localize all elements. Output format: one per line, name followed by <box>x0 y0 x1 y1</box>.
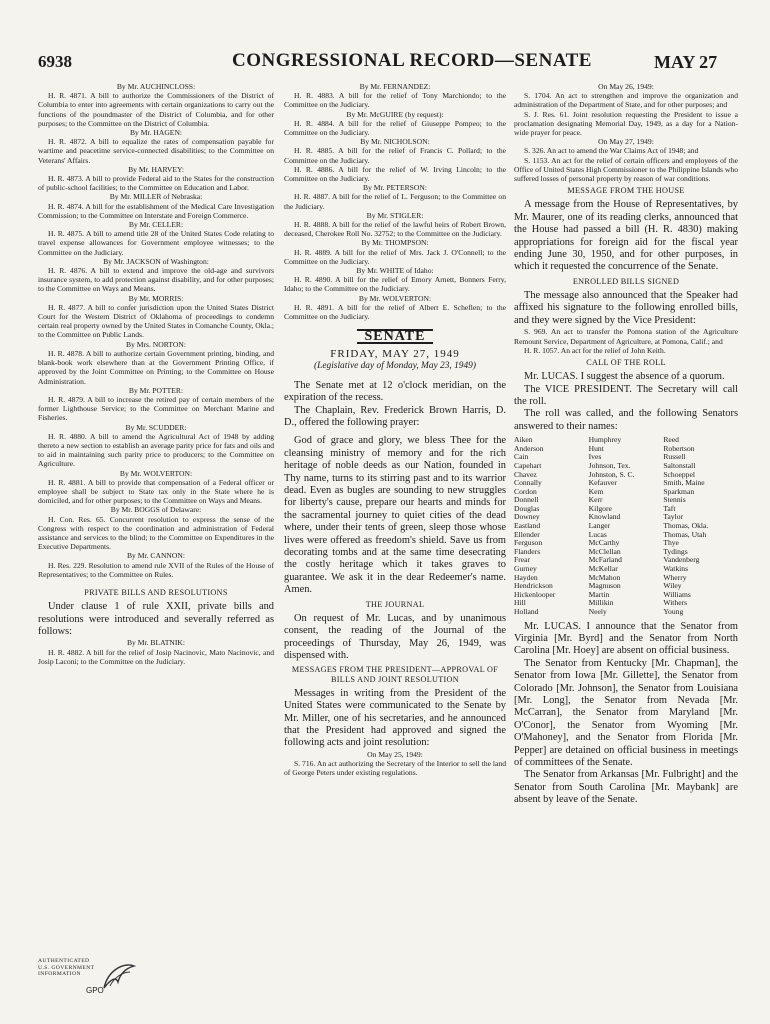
senator-name: Stennis <box>663 495 686 505</box>
proceedings-paragraph: The message also announced that the Speaker had affixed his signature to the following enrolled bills, and they were signed by the Vice President: <box>514 290 738 326</box>
page-header <box>0 0 770 80</box>
bill-paragraph: S. 1153. An act for the relief of certain officers and employees of the Office of United States High Commissioner to the Philippine Islands who suffered losses of personal property by reason of war conditions. <box>514 155 738 184</box>
senator-name: Kem <box>588 486 604 496</box>
senator-name: Williams <box>663 589 691 599</box>
sponsor-line: By Mr. WOLVERTON: <box>119 468 193 478</box>
senator-name: Frear <box>514 555 531 565</box>
senator-name: Taft <box>663 503 676 513</box>
proceedings-paragraph: The Senate met at 12 o'clock meridian, on the expiration of the recess. <box>284 379 506 404</box>
senator-name: McKellar <box>588 564 618 574</box>
bill-paragraph: H. R. 4876. A bill to extend and improve the old-age and survivors insurance system, to add protection against disability, and for other purposes; to the Committee on Ways and Means. <box>38 266 274 294</box>
senator-name: Magnuson <box>588 581 621 591</box>
senator-name: Saltonstall <box>663 460 696 470</box>
bill-paragraph: S. 1704. An act to strengthen and improve the organization and administration of the Department of State, and for other purposes; and <box>514 91 738 110</box>
senator-name: Johnston, S. C. <box>588 469 635 479</box>
sponsor-line: By Mr. HAGEN: <box>129 128 183 138</box>
gpo-authenticated-logo <box>38 958 148 1018</box>
section-heading: THE JOURNAL <box>365 599 425 609</box>
sponsor-line: By Mr. STIGLER: <box>366 210 424 220</box>
proceedings-paragraph: The roll was called, and the following Senators answered to their names: <box>514 408 738 432</box>
bill-paragraph: H. R. 4879. A bill to increase the retired pay of certain members of the former Lighthouse Service; to the Committee on Merchant Marine and Fisheries. <box>38 394 274 423</box>
sponsor-line: On May 26, 1949: <box>598 82 654 91</box>
session-dateline: FRIDAY, MAY 27, 1949 <box>330 348 460 361</box>
senator-name: Knowland <box>588 512 621 522</box>
senator-name: Cordon <box>514 486 537 496</box>
bill-paragraph: H. R. 4882. A bill for the relief of Josip Nacinovic, Mato Nacinovic, and Josip Laconi; to the Committee on the Judiciary. <box>38 647 274 666</box>
bill-paragraph: H. R. 4877. A bill to confer jurisdiction upon the United States District Court for the Western District of Oklahoma of proceedings to condemn certain real property owned by the United States in Comanche County, Okla.; to the Committee on Public Lands. <box>38 302 274 340</box>
sponsor-line: By Mr. THOMPSON: <box>361 238 429 248</box>
senator-name: Donnell <box>514 495 539 505</box>
senator-name: Langer <box>588 521 611 531</box>
bill-paragraph: H. R. 4874. A bill for the establishment of the Medical Care Investigation Commission; to the Committee on Interstate and Foreign Commerce. <box>38 201 274 220</box>
section-heading: PRIVATE BILLS AND RESOLUTIONS <box>84 587 228 597</box>
proceedings-paragraph: Mr. LUCAS. I announce that the Senator from Virginia [Mr. Byrd] and the Senator from North Carolina [Mr. Hoey] are absent on official business. <box>514 620 738 657</box>
bill-paragraph: H. R. 4885. A bill for the relief of Francis C. Pollard; to the Committee on the Judiciary. <box>284 146 506 165</box>
senator-name: Millikin <box>588 598 614 608</box>
bill-paragraph: S. 969. An act to transfer the Pomona station of the Agriculture Remount Service, Department of Agriculture, at Pomona, Calif.; and <box>514 327 738 346</box>
sponsor-line: By Mr. CELLER: <box>128 220 184 230</box>
sponsor-line: By Mr. McGUIRE (by request): <box>346 109 444 119</box>
gpo-mark: GPO <box>86 986 104 995</box>
senator-name: Withers <box>663 598 688 608</box>
gpo-logo-line: INFORMATION <box>38 971 81 978</box>
proceedings-paragraph: A message from the House of Representatives, by Mr. Maurer, one of its reading clerks, announced that the House had passed a bill (H. R. 4830) making appropriations for foreign aid for the fiscal year ending June 30, 1950, and for other purposes, in which it requested the concurrence of the Senate. <box>514 199 738 273</box>
sponsor-line: By Mr. BOGGS of Delaware: <box>110 505 202 515</box>
sponsor-line: By Mr. WHITE of Idaho: <box>356 266 434 276</box>
bill-paragraph: H. R. 4884. A bill for the relief of Giuseppe Pompeo; to the Committee on the Judiciary. <box>284 118 506 138</box>
bill-paragraph: H. R. 4887. A bill for the relief of L. Ferguson; to the Committee on the Judiciary. <box>284 192 506 211</box>
senator-name: Humphrey <box>588 435 622 445</box>
senator-name: McFarland <box>588 555 622 565</box>
sponsor-line: By Mr. BLATNIK: <box>126 638 185 648</box>
bill-paragraph: H. R. 4883. A bill for the relief of Tony Marchiondo; to the Committee on the Judiciary. <box>284 91 506 110</box>
senator-name: Holland <box>514 607 539 617</box>
proceedings-paragraph: The Senator from Kentucky [Mr. Chapman], the Senator from Iowa [Mr. Gillette], the Senator from Colorado [Mr. Johnson], the Senator from Louisiana [Mr. Long], the Senator from Nevada [Mr. McCarran], the Senator from Maryland [Mr. O'Conor], the Senator from Wyoming [Mr. O'Mahoney], and the Senator from Florida [Mr. Pepper] are detained on official business in meetings of committees of the Senate. <box>514 657 738 769</box>
senator-name: Anderson <box>514 443 544 453</box>
sponsor-line: On May 27, 1949: <box>598 137 654 147</box>
senator-name: Capehart <box>514 460 542 470</box>
sponsor-line: On May 25, 1949: <box>367 749 423 759</box>
senator-name: Connally <box>514 478 542 488</box>
sponsor-line: By Mr. AUCHINCLOSS: <box>116 82 196 91</box>
senator-name: Hendrickson <box>514 581 553 591</box>
proceedings-paragraph: Mr. LUCAS. I suggest the absence of a quorum. <box>524 371 725 383</box>
page-title: CONGRESSIONAL RECORD—SENATE <box>232 50 592 71</box>
page-date: MAY 27 <box>654 52 718 72</box>
proceedings-paragraph: The Senator from Arkansas [Mr. Fulbright] and the Senator from South Carolina [Mr. Maybank] are absent by leave of the Senate. <box>514 769 738 806</box>
senator-name: Tydings <box>663 546 688 556</box>
senate-heading: SENATE <box>357 329 433 344</box>
bill-paragraph: H. R. 4880. A bill to amend the Agricultural Act of 1948 by adding thereto a new section to establish an average parity price for fats and oils and to aid in maintaining such parity price to producers; to the Committee on Agriculture. <box>38 431 274 469</box>
bill-paragraph: H. R. 4891. A bill for the relief of Albert E. Scheflen; to the Committee on the Judiciary. <box>284 302 506 322</box>
senator-name: Kilgore <box>588 503 612 513</box>
sponsor-line: By Mr. HARVEY: <box>128 164 184 174</box>
proceedings-paragraph: The Chaplain, Rev. Frederick Brown Harris, D. D., offered the following prayer: <box>284 404 506 428</box>
senator-name: Watkins <box>663 564 689 574</box>
bill-paragraph: H. R. 4878. A bill to authorize certain Government printing, binding, and blank-book work elsewhere than at the Government Printing Office, if approved by the Joint Committee on Printing; to the Committee on House Administration. <box>38 348 274 386</box>
proceedings-paragraph: Under clause 1 of rule XXII, private bills and resolutions were introduced and severally referred as follows: <box>38 601 274 637</box>
bill-paragraph: H. R. 4871. A bill to authorize the Commissioners of the District of Columbia to enter into agreements with certain organizations to carry out the functions of the poundmaster of the District of Columbia, and for other purposes; to the Committee on the District of Columbia. <box>38 91 274 128</box>
senator-name: Ellender <box>514 529 540 539</box>
senator-name: Schoeppel <box>663 469 695 479</box>
sponsor-line: By Mr. POTTER: <box>128 385 184 395</box>
senator-name: Wherry <box>663 572 687 582</box>
proceedings-paragraph: Messages in writing from the President of the United States were communicated to the Senate by Mr. Miller, one of his secretaries, and he announced that the President had approved and signed the following acts and joint resolution: <box>284 687 506 749</box>
senator-name: Johnson, Tex. <box>588 460 631 470</box>
legislative-day: (Legislative day of Monday, May 23, 1949) <box>314 360 476 371</box>
column-right-bottom <box>514 621 738 807</box>
bill-paragraph: H. R. 4875. A bill to amend title 28 of the United States Code relating to travel expense allowances for Government employee witnesses; to the Committee on the Judiciary. <box>38 229 274 257</box>
eagle-icon <box>98 958 138 998</box>
gpo-logo-line: U.S. GOVERNMENT <box>38 964 95 971</box>
senator-name: Kefauver <box>588 478 617 488</box>
sponsor-line: By Mr. FERNANDEZ: <box>359 82 431 91</box>
bill-paragraph: S. 326. An act to amend the War Claims Act of 1948; and <box>524 146 699 156</box>
section-heading: MESSAGES FROM THE PRESIDENT—APPROVAL OF BILLS AND JOINT RESOLUTION <box>291 665 499 684</box>
senator-name: Gurney <box>514 564 537 574</box>
section-heading: ENROLLED BILLS SIGNED <box>572 276 680 286</box>
sponsor-line: By Mr. SCUDDER: <box>125 422 187 432</box>
column-right <box>514 82 738 807</box>
bill-paragraph: H. R. 4888. A bill for the relief of the lawful heirs of Robert Brown, deceased, Cherokee Roll No. 32752; to the Committee on the Judiciary. <box>284 220 506 239</box>
sponsor-line: By Mr. CANNON: <box>126 551 185 561</box>
senator-name: Hill <box>514 598 526 608</box>
senator-name: Cain <box>514 452 529 462</box>
senator-name: Sparkman <box>663 486 695 496</box>
senator-name: Chavez <box>514 469 537 479</box>
senator-name: McClellan <box>588 546 621 556</box>
senator-name: Thomas, Okla. <box>663 521 709 531</box>
proceedings-paragraph: The VICE PRESIDENT. The Secretary will call the roll. <box>514 383 738 407</box>
bill-paragraph: H. R. 4873. A bill to provide Federal aid to the States for the construction of public-school facilities; to the Committee on Education and Labor. <box>38 174 274 193</box>
sponsor-line: By Mr. WOLVERTON: <box>358 293 432 303</box>
section-heading: MESSAGE FROM THE HOUSE <box>567 186 685 196</box>
senator-name: Douglas <box>514 503 540 513</box>
senator-name: Young <box>663 607 684 617</box>
gpo-logo-line: AUTHENTICATED <box>38 958 90 964</box>
roll-call-list <box>514 436 738 616</box>
senator-name: Taylor <box>663 512 684 522</box>
senator-name: Flanders <box>514 546 541 556</box>
column-right-top <box>514 82 738 433</box>
senator-name: Aiken <box>514 435 533 445</box>
bill-paragraph: H. R. 4886. A bill for the relief of W. Irving Lincoln; to the Committee on the Judiciary. <box>284 164 506 184</box>
bill-paragraph: H. R. 4890. A bill for the relief of Emory Arnett, Bonners Ferry, Idaho; to the Committee on the Judiciary. <box>284 275 506 294</box>
column-left <box>38 82 274 666</box>
senator-name: Thomas, Utah <box>663 529 707 539</box>
bill-paragraph: S. 716. An act authorizing the Secretary of the Interior to sell the land of George Peters under existing regulations. <box>284 759 506 778</box>
senator-name: McCarthy <box>588 538 620 548</box>
bill-paragraph: H. R. 4881. A bill to provide that compensation of a Federal officer or employee shall be subject to State tax only in the State where he is domiciled, and for other purposes; to the Committee on Ways and Means. <box>38 477 274 506</box>
senator-name: Robertson <box>663 443 695 453</box>
spacer <box>38 579 274 585</box>
sponsor-line: By Mr. NICHOLSON: <box>360 137 430 147</box>
sponsor-line: By Mr. MORRIS: <box>128 293 184 303</box>
senator-name: Smith, Maine <box>663 478 705 488</box>
senator-name: Lucas <box>588 529 607 539</box>
sponsor-line: By Mr. PETERSON: <box>363 183 427 193</box>
proceedings-paragraph: On request of Mr. Lucas, and by unanimous consent, the reading of the Journal of the proceedings of Thursday, May 26, 1949, was dispensed with. <box>284 612 506 662</box>
senator-name: Eastland <box>514 521 541 531</box>
senator-name: Hunt <box>588 443 604 453</box>
sponsor-line: By Mr. MILLER of Nebraska: <box>109 192 203 202</box>
senator-name: Kerr <box>588 495 603 505</box>
senator-name: Wiley <box>663 581 682 591</box>
column-middle <box>284 82 506 777</box>
senator-name: Reed <box>663 435 679 445</box>
senator-name: Ives <box>588 452 602 462</box>
section-heading: CALL OF THE ROLL <box>586 357 666 367</box>
bill-paragraph: H. R. 4872. A bill to equalize the rates of compensation payable for wartime and peacetime service-connected disabilities; to the Committee on Veterans' Affairs. <box>38 137 274 165</box>
sponsor-line: By Mrs. NORTON: <box>126 339 186 349</box>
senator-name: Neely <box>588 607 607 617</box>
bill-paragraph: H. R. 1057. An act for the relief of John Keith. <box>524 345 666 355</box>
sponsor-line: By Mr. JACKSON of Washington: <box>103 256 209 266</box>
senator-name: Hayden <box>514 572 538 582</box>
proceedings-paragraph: God of grace and glory, we bless Thee for the cleansing ministry of memory and for the rich heritage of noble deeds as our Nation, founded in Thy name, turns to its stirring past and to its warrior dead. Even as bugles are sounding to new struggles for liberty's cause, prepare our hearts and minds for the sacramental journey to quiet cities of the dead where, under their tents of green, sleep those whose lives were offered as freedom's shield. Save us from decorating tombs and at the same time desecrating the costly heritage which it takes graves to guarantee. We ask it in the dear Redeemer's name. Amen. <box>284 435 506 596</box>
senator-name: Hickenlooper <box>514 589 556 599</box>
senator-name: Ferguson <box>514 538 543 548</box>
senator-name: Vandenberg <box>663 555 700 565</box>
senator-name: Russell <box>663 452 686 462</box>
bill-paragraph: H. R. 4889. A bill for the relief of Mrs. Jack J. O'Connell; to the Committee on the Judiciary. <box>284 247 506 266</box>
page-number: 6938 <box>38 52 72 71</box>
bill-paragraph: H. Res. 229. Resolution to amend rule XVII of the Rules of the House of Representatives; to the Committee on Rules. <box>38 560 274 579</box>
senator-name: Martin <box>588 589 610 599</box>
senator-name: Downey <box>514 512 540 522</box>
bill-paragraph: S. J. Res. 61. Joint resolution requesting the President to issue a proclamation designating Memorial Day, 1949, as a day for a Nation-wide prayer for peace. <box>514 109 738 138</box>
senator-name: McMahon <box>588 572 621 582</box>
bill-paragraph: H. Con. Res. 65. Concurrent resolution to express the sense of the Congress with respect to the coordination and administration of Federal assistance and services to the blind; to the Committee on Expenditures in the Executive Departments. <box>38 514 274 552</box>
senator-name: Thye <box>663 538 679 548</box>
